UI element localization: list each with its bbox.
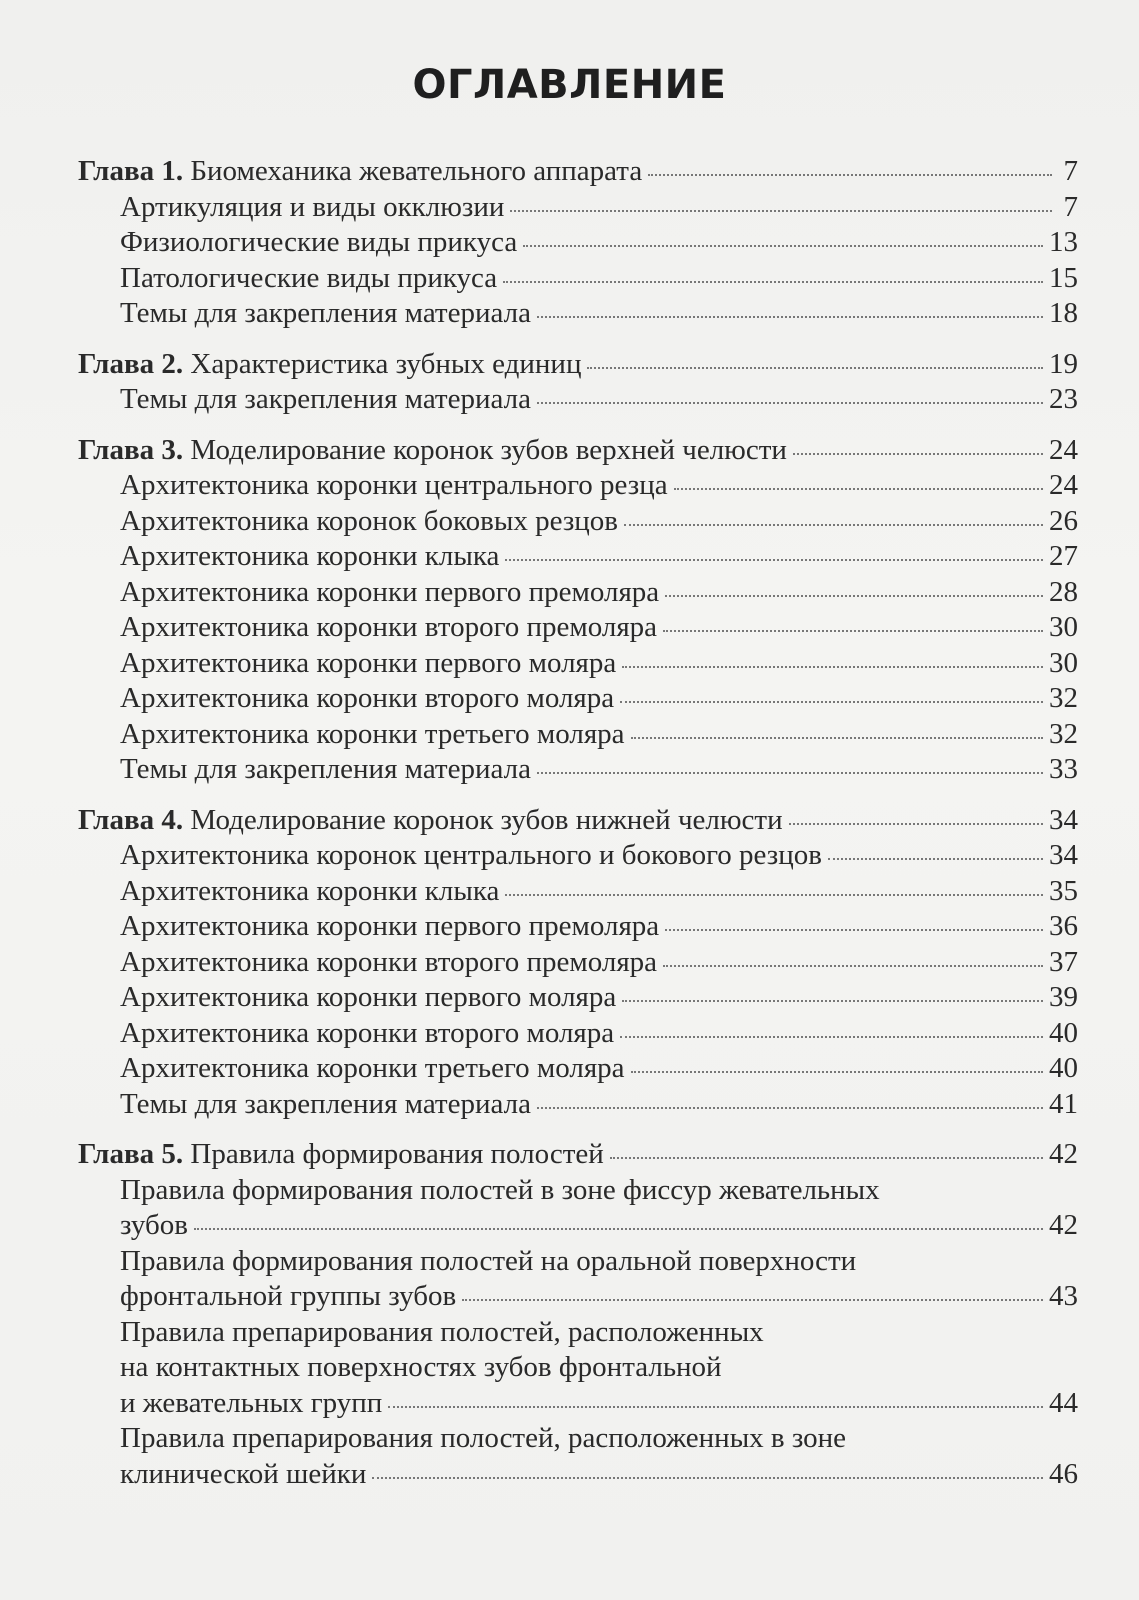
section-title: Архитектоника коронки третьего моляра (120, 1052, 625, 1084)
page-number: 13 (1049, 226, 1078, 258)
section-entry[interactable] (78, 752, 1078, 788)
page-number: 44 (1049, 1386, 1078, 1419)
section-title: Темы для закрепления материала (120, 383, 531, 415)
dot-leader (622, 1000, 1043, 1002)
section-entry[interactable] (78, 1173, 1078, 1244)
chapter-title: Моделирование коронок зубов верхней челюсти (190, 433, 787, 466)
page-number: 26 (1049, 504, 1078, 537)
page-heading: ОГЛАВЛЕНИЕ (412, 62, 727, 108)
chapter-title: Правила формирования полостей (190, 1138, 604, 1170)
section-entry[interactable] (78, 575, 1078, 611)
chapter-title: Биомеханика жевательного аппарата (190, 155, 643, 187)
chapter-block (78, 1137, 1078, 1492)
page-number: 19 (1049, 347, 1078, 380)
dot-leader (462, 1299, 1043, 1301)
section-title: Архитектоника коронки первого премоляра (120, 910, 660, 942)
section-entry[interactable] (78, 1244, 1078, 1315)
section-entry[interactable] (78, 225, 1078, 261)
section-entry[interactable] (78, 610, 1078, 646)
chapter-label: Глава 5. (78, 1138, 184, 1170)
section-title: Темы для закрепления материала (120, 753, 531, 785)
dot-leader (624, 524, 1043, 526)
section-title-line: Правила препарирования полостей, расположенных в зоне (120, 1422, 847, 1454)
section-entry[interactable] (78, 1051, 1078, 1087)
page-number: 42 (1049, 1209, 1078, 1241)
chapter-block (78, 433, 1078, 788)
section-title: Темы для закрепления материала (120, 297, 531, 329)
section-entry[interactable] (78, 909, 1078, 945)
chapter-label: Глава 3. (78, 433, 184, 466)
section-title: Архитектоника коронки второго премоляра (120, 945, 658, 978)
section-entry[interactable] (78, 980, 1078, 1016)
dot-leader (648, 174, 1052, 176)
section-title: Архитектоника коронок боковых резцов (120, 504, 618, 537)
section-title: Архитектоника коронки первого премоляра (120, 575, 660, 608)
dot-leader (537, 402, 1043, 404)
chapter-title-group (78, 433, 787, 469)
section-entry[interactable] (78, 1315, 1078, 1422)
section-entry[interactable] (78, 539, 1078, 575)
section-title: Архитектоника коронки третьего моляра (120, 717, 625, 750)
dot-leader (194, 1228, 1043, 1230)
dot-leader (793, 453, 1043, 455)
page-number: 30 (1049, 646, 1078, 679)
dot-leader (587, 367, 1043, 369)
dot-leader (665, 929, 1043, 931)
section-last-line (78, 1279, 1078, 1315)
dot-leader (503, 281, 1043, 283)
section-entry[interactable] (78, 1421, 1078, 1492)
page-number: 15 (1049, 261, 1078, 294)
section-entry[interactable] (78, 646, 1078, 682)
page-number: 23 (1049, 383, 1078, 415)
dot-leader (620, 701, 1043, 703)
table-of-contents (78, 154, 1078, 1507)
chapter-title: Характеристика зубных единиц (190, 347, 582, 380)
page-number: 34 (1049, 839, 1078, 871)
section-title: Архитектоника коронки второго премоляра (120, 611, 658, 643)
page-number: 46 (1049, 1457, 1078, 1490)
dot-leader (631, 1071, 1043, 1073)
dot-leader (505, 559, 1043, 561)
page-number: 41 (1049, 1087, 1078, 1120)
dot-leader (663, 965, 1043, 967)
dot-leader (631, 737, 1043, 739)
page-number: 32 (1049, 682, 1078, 714)
page-number: 18 (1049, 297, 1078, 329)
section-entry[interactable] (78, 945, 1078, 981)
chapter-title-group (78, 347, 581, 383)
section-title-line: фронтальной группы зубов (120, 1280, 457, 1312)
section-entry[interactable] (78, 261, 1078, 297)
dot-leader (674, 488, 1043, 490)
chapter-label: Глава 1. (78, 155, 184, 187)
section-last-line (78, 1208, 1078, 1244)
chapter-entry[interactable] (78, 1137, 1078, 1173)
chapter-title-group (78, 1137, 604, 1173)
chapter-title: Моделирование коронок зубов нижней челюсти (190, 803, 783, 836)
dot-leader (663, 630, 1043, 632)
page-number: 28 (1049, 575, 1078, 608)
section-title-line: Правила формирования полостей в зоне фиссур жевательных (120, 1173, 880, 1206)
page-number: 24 (1049, 469, 1078, 501)
section-entry[interactable] (78, 838, 1078, 874)
chapter-title-group (78, 154, 642, 190)
section-title: Архитектоника коронки первого моляра (120, 646, 617, 679)
section-title: Архитектоника коронки второго моляра (120, 682, 615, 714)
dot-leader (828, 858, 1043, 860)
chapter-entry[interactable] (78, 803, 1078, 839)
chapter-title-group (78, 803, 783, 839)
section-entry[interactable] (78, 504, 1078, 540)
section-title: Темы для закрепления материала (120, 1087, 531, 1120)
section-entry[interactable] (78, 717, 1078, 753)
page-number: 40 (1049, 1052, 1078, 1084)
dot-leader (505, 894, 1043, 896)
dot-leader (510, 210, 1052, 212)
section-entry[interactable] (78, 190, 1078, 226)
chapter-block (78, 154, 1078, 332)
dot-leader (372, 1477, 1043, 1479)
section-title-line: Правила препарирования полостей, расположенных (120, 1315, 764, 1348)
page-number: 27 (1049, 540, 1078, 572)
section-title: Архитектоника коронки центрального резца (120, 469, 668, 501)
section-title: Архитектоника коронок центрального и бокового резцов (120, 839, 822, 871)
page-number: 39 (1049, 981, 1078, 1013)
page-number: 32 (1049, 717, 1078, 750)
section-title: Физиологические виды прикуса (120, 226, 518, 258)
dot-leader (622, 666, 1043, 668)
page-number: 30 (1049, 611, 1078, 643)
dot-leader (610, 1157, 1043, 1159)
page-number: 43 (1049, 1280, 1078, 1312)
section-entry[interactable] (78, 468, 1078, 504)
page-number: 33 (1049, 753, 1078, 785)
chapter-label: Глава 2. (78, 347, 184, 380)
section-title-line: Правила формирования полостей на оральной поверхности (120, 1244, 857, 1277)
dot-leader (537, 772, 1043, 774)
section-title-line: на контактных поверхностях зубов фронтальной (120, 1351, 722, 1383)
page-number: 7 (1063, 190, 1078, 223)
chapter-entry[interactable] (78, 433, 1078, 469)
section-entry[interactable] (78, 1087, 1078, 1123)
section-entry[interactable] (78, 1016, 1078, 1052)
page-number: 34 (1049, 803, 1078, 836)
page-number: 42 (1049, 1138, 1078, 1170)
dot-leader (388, 1406, 1043, 1408)
section-last-line (78, 1457, 1078, 1493)
section-title: Архитектоника коронки клыка (120, 540, 500, 572)
section-last-line (78, 1386, 1078, 1422)
chapter-block (78, 803, 1078, 1123)
page-number: 36 (1049, 910, 1078, 942)
dot-leader (537, 316, 1043, 318)
chapter-block (78, 347, 1078, 418)
page-number: 24 (1049, 433, 1078, 466)
page-number: 40 (1049, 1016, 1078, 1049)
section-title-line: клинической шейки (120, 1457, 367, 1490)
chapter-entry[interactable] (78, 347, 1078, 383)
page-number: 35 (1049, 874, 1078, 907)
dot-leader (665, 595, 1043, 597)
section-entry[interactable] (78, 681, 1078, 717)
chapter-label: Глава 4. (78, 803, 184, 836)
dot-leader (523, 245, 1043, 247)
section-title-line: зубов (120, 1209, 188, 1241)
section-title: Архитектоника коронки второго моляра (120, 1016, 615, 1049)
dot-leader (620, 1036, 1043, 1038)
section-title: Архитектоника коронки клыка (120, 874, 500, 907)
section-entry[interactable] (78, 874, 1078, 910)
section-entry[interactable] (78, 296, 1078, 332)
dot-leader (537, 1107, 1043, 1109)
section-title: Архитектоника коронки первого моляра (120, 981, 617, 1013)
section-title: Патологические виды прикуса (120, 261, 498, 294)
dot-leader (789, 823, 1043, 825)
chapter-entry[interactable] (78, 154, 1078, 190)
section-title-line: и жевательных групп (120, 1386, 383, 1419)
page-number: 37 (1049, 945, 1078, 978)
page-number: 7 (1063, 155, 1078, 187)
section-title: Артикуляция и виды окклюзии (120, 190, 505, 223)
section-entry[interactable] (78, 382, 1078, 418)
